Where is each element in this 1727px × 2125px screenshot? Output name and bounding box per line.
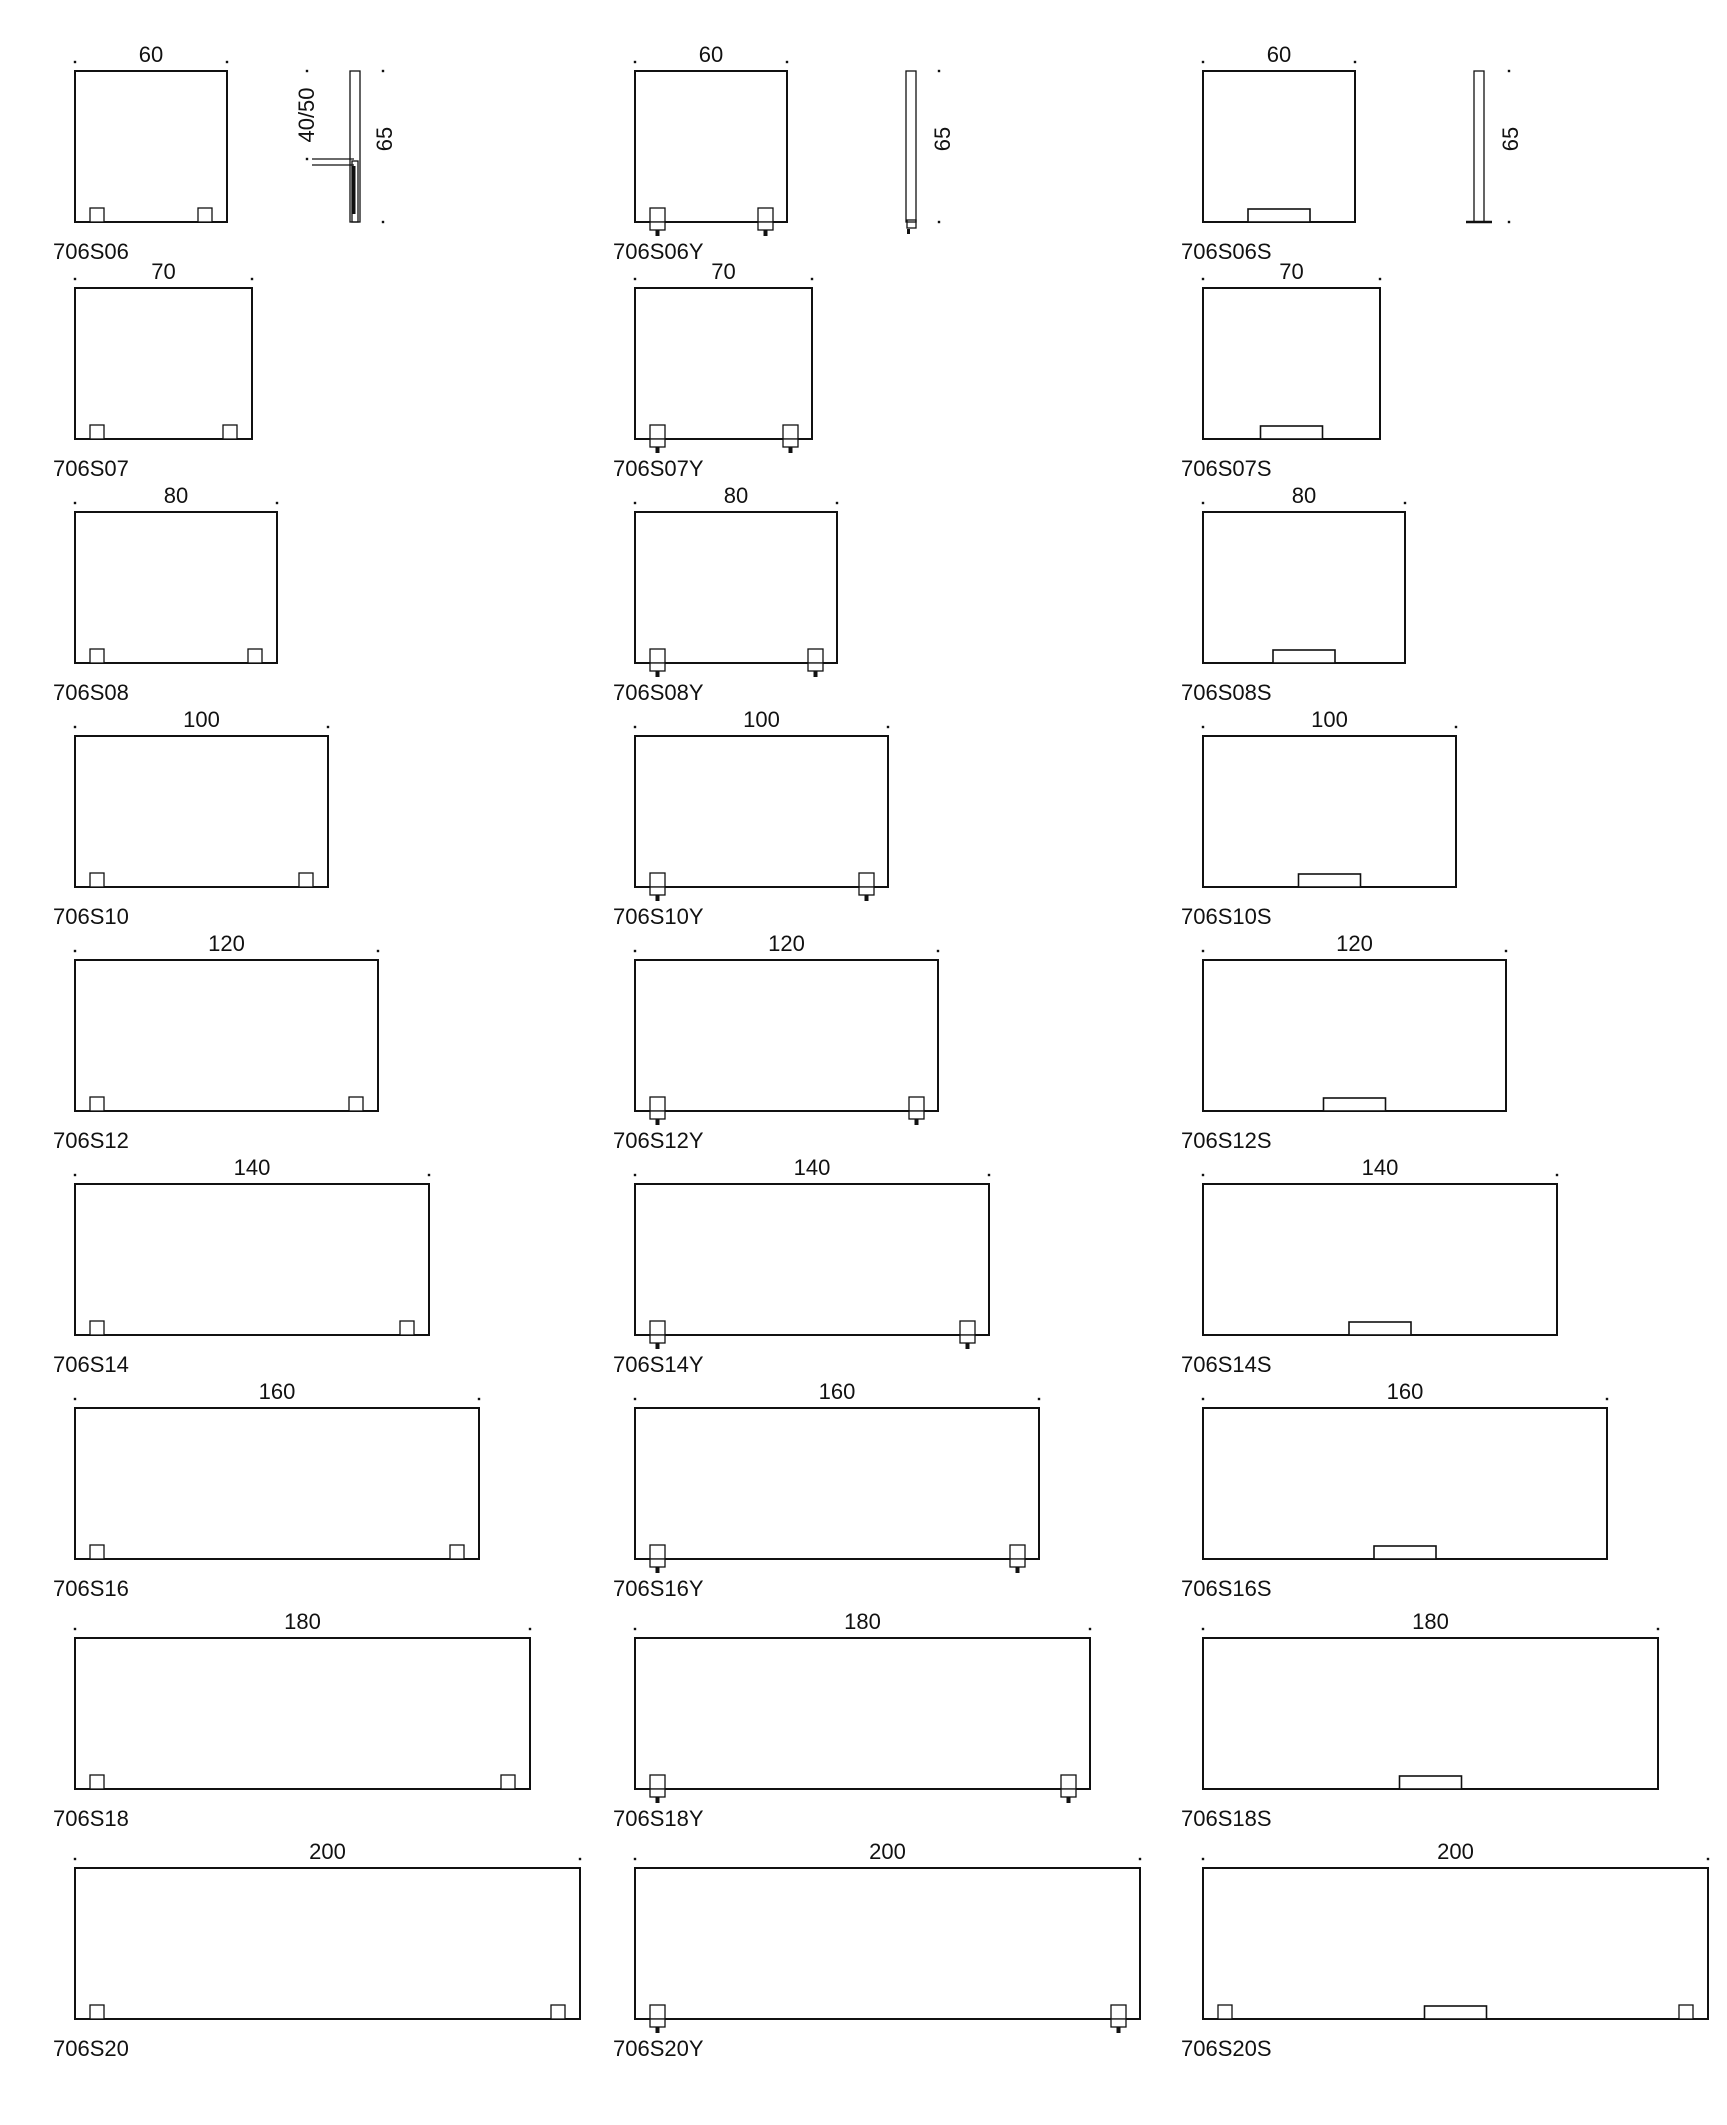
- panel-outline: [635, 1408, 1039, 1559]
- panel-base-70: [53, 259, 253, 481]
- product-code: 706S10Y: [613, 904, 704, 929]
- panel-base-120: [53, 931, 379, 1153]
- panel-y-140: [613, 1155, 990, 1377]
- row-width-60: [53, 42, 1356, 264]
- foot-left: [90, 425, 104, 439]
- width-tick-right: [786, 61, 788, 63]
- product-code: 706S14S: [1181, 1352, 1272, 1377]
- width-label: 180: [844, 1609, 881, 1634]
- width-tick-left: [1202, 726, 1204, 728]
- row-width-120: [53, 931, 1507, 1153]
- row-width-80: [53, 483, 1406, 705]
- width-tick-right: [1556, 1174, 1558, 1176]
- width-tick-right: [1707, 1858, 1709, 1860]
- center-support-bar: [1349, 1322, 1411, 1335]
- width-label: 180: [1412, 1609, 1449, 1634]
- panel-s-160: [1181, 1379, 1608, 1601]
- width-tick-left: [1202, 61, 1204, 63]
- panel-s-80: [1181, 483, 1406, 705]
- width-tick-right: [529, 1628, 531, 1630]
- width-tick-right: [251, 278, 253, 280]
- product-code: 706S18Y: [613, 1806, 704, 1831]
- clamp-right: [1061, 1775, 1076, 1803]
- width-label: 120: [208, 931, 245, 956]
- product-code: 706S16S: [1181, 1576, 1272, 1601]
- product-code: 706S07Y: [613, 456, 704, 481]
- width-tick-right: [1379, 278, 1381, 280]
- panel-outline: [1203, 288, 1380, 439]
- clamp-right: [960, 1321, 975, 1349]
- product-code: 706S20S: [1181, 2036, 1272, 2061]
- panel-outline: [635, 512, 837, 663]
- row-width-140: [53, 1155, 1558, 1377]
- foot-left: [90, 208, 104, 222]
- product-code: 706S18: [53, 1806, 129, 1831]
- panel-base-100: [53, 707, 329, 929]
- clamp-profile: [907, 220, 916, 228]
- foot-right: [223, 425, 237, 439]
- width-tick-left: [1202, 1628, 1204, 1630]
- panel-s-140: [1181, 1155, 1558, 1377]
- width-label: 160: [818, 1379, 856, 1404]
- product-code: 706S12: [53, 1128, 129, 1153]
- width-tick-right: [428, 1174, 430, 1176]
- center-support-bar: [1425, 2006, 1487, 2019]
- center-support-bar: [1400, 1776, 1462, 1789]
- panel-y-180: [613, 1609, 1091, 1831]
- width-tick-left: [74, 61, 76, 63]
- panel-y-160: [613, 1379, 1040, 1601]
- width-label: 200: [309, 1839, 346, 1864]
- row-width-160: [53, 1379, 1608, 1601]
- panel-base-160: [53, 1379, 480, 1601]
- panel-outline: [75, 960, 378, 1111]
- width-tick-right: [1089, 1628, 1091, 1630]
- panel-outline: [75, 71, 227, 222]
- product-code: 706S10S: [1181, 904, 1272, 929]
- panel-s-100: [1181, 707, 1457, 929]
- center-support-bar: [1324, 1098, 1386, 1111]
- clamp-screw: [907, 229, 910, 234]
- mount-tick-top: [306, 70, 308, 72]
- panel-y-100: [613, 707, 889, 929]
- width-tick-left: [74, 1174, 76, 1176]
- width-label: 80: [163, 483, 189, 508]
- width-tick-left: [1202, 1858, 1204, 1860]
- width-tick-left: [1202, 1398, 1204, 1400]
- panel-outline: [1203, 1408, 1607, 1559]
- panel-outline: [1203, 71, 1355, 222]
- width-label: 200: [869, 1839, 906, 1864]
- width-tick-right: [988, 1174, 990, 1176]
- panel-edge: [906, 71, 916, 222]
- clamp-left: [650, 1775, 665, 1803]
- panel-s-70: [1181, 259, 1381, 481]
- width-tick-left: [1202, 278, 1204, 280]
- row-width-100: [53, 707, 1457, 929]
- center-support-bar: [1374, 1546, 1436, 1559]
- foot-right: [349, 1097, 363, 1111]
- panel-height-label: 65: [372, 126, 397, 152]
- height-tick-bottom: [938, 221, 940, 223]
- foot-right: [198, 208, 212, 222]
- panel-s-180: [1181, 1609, 1659, 1831]
- clamp-left: [650, 873, 665, 901]
- clamp-left: [650, 1097, 665, 1125]
- clamp-left: [650, 1545, 665, 1573]
- product-code: 706S08Y: [613, 680, 704, 705]
- width-tick-right: [1038, 1398, 1040, 1400]
- panel-outline: [635, 1184, 989, 1335]
- width-tick-right: [836, 502, 838, 504]
- panel-outline: [75, 1638, 530, 1789]
- clamp-left: [650, 1321, 665, 1349]
- clamp-right: [1010, 1545, 1025, 1573]
- panel-y-80: [613, 483, 838, 705]
- panel-outline: [75, 512, 277, 663]
- product-code: 706S16: [53, 1576, 129, 1601]
- width-tick-right: [1139, 1858, 1141, 1860]
- side-view-base: [294, 70, 397, 223]
- product-code: 706S18S: [1181, 1806, 1272, 1831]
- row-width-70: [53, 259, 1381, 481]
- panel-outline: [75, 736, 328, 887]
- width-tick-right: [811, 278, 813, 280]
- product-code: 706S16Y: [613, 1576, 704, 1601]
- foot-right: [501, 1775, 515, 1789]
- clamp-left: [650, 425, 665, 453]
- width-label: 160: [258, 1379, 296, 1404]
- panel-outline: [75, 1408, 479, 1559]
- panel-outline: [1203, 1638, 1658, 1789]
- width-tick-left: [74, 1858, 76, 1860]
- width-label: 60: [1266, 42, 1292, 67]
- product-code: 706S08: [53, 680, 129, 705]
- foot-left: [90, 1775, 104, 1789]
- panel-y-200: [613, 1839, 1141, 2061]
- clamp-right: [909, 1097, 924, 1125]
- center-support-bar: [1299, 874, 1361, 887]
- width-tick-right: [937, 950, 939, 952]
- clamp-right: [783, 425, 798, 453]
- panel-outline: [1203, 736, 1456, 887]
- product-code: 706S06S: [1181, 239, 1272, 264]
- width-label: 100: [743, 707, 780, 732]
- foot-right: [299, 873, 313, 887]
- foot-left: [90, 1097, 104, 1111]
- row-width-200: [53, 1839, 1709, 2061]
- width-tick-left: [634, 726, 636, 728]
- width-tick-right: [887, 726, 889, 728]
- width-label: 160: [1386, 1379, 1424, 1404]
- foot-right: [551, 2005, 565, 2019]
- width-label: 140: [1361, 1155, 1399, 1180]
- product-code: 706S07S: [1181, 456, 1272, 481]
- width-label: 120: [1336, 931, 1373, 956]
- foot-left: [90, 649, 104, 663]
- mount-height-label: 40/50: [294, 87, 319, 143]
- panel-outline: [1203, 960, 1506, 1111]
- width-label: 60: [698, 42, 724, 67]
- width-tick-right: [276, 502, 278, 504]
- panel-outline: [1203, 512, 1405, 663]
- product-code: 706S12Y: [613, 1128, 704, 1153]
- panel-edge: [1474, 71, 1484, 222]
- mount-tick-bottom: [306, 158, 308, 160]
- panel-outline: [75, 288, 252, 439]
- foot-right: [248, 649, 262, 663]
- product-code: 706S10: [53, 904, 129, 929]
- clamp-right: [758, 208, 773, 236]
- foot-left: [90, 1321, 104, 1335]
- width-tick-left: [634, 1398, 636, 1400]
- width-label: 120: [768, 931, 805, 956]
- width-tick-left: [74, 726, 76, 728]
- product-code: 706S07: [53, 456, 129, 481]
- panel-base-200: [53, 1839, 581, 2061]
- panel-outline: [635, 288, 812, 439]
- width-label: 100: [183, 707, 220, 732]
- width-tick-right: [478, 1398, 480, 1400]
- center-support-bar: [1261, 426, 1323, 439]
- product-code: 706S06Y: [613, 239, 704, 264]
- panel-outline: [1203, 1184, 1557, 1335]
- width-tick-right: [226, 61, 228, 63]
- product-code: 706S12S: [1181, 1128, 1272, 1153]
- panel-outline: [635, 1868, 1140, 2019]
- foot-right: [450, 1545, 464, 1559]
- width-label: 180: [284, 1609, 321, 1634]
- product-code: 706S14Y: [613, 1352, 704, 1377]
- panel-outline: [75, 1184, 429, 1335]
- width-tick-left: [1202, 950, 1204, 952]
- height-tick-bottom: [382, 221, 384, 223]
- width-tick-left: [634, 278, 636, 280]
- panel-s-200: [1181, 1839, 1709, 2061]
- width-tick-left: [74, 278, 76, 280]
- clamp-left: [650, 649, 665, 677]
- panel-y-60: [613, 42, 788, 264]
- width-tick-left: [634, 502, 636, 504]
- center-support-bar: [1248, 209, 1310, 222]
- height-tick-bottom: [1508, 221, 1510, 223]
- foot-right: [1679, 2005, 1693, 2019]
- row-width-180: [53, 1609, 1659, 1831]
- product-code: 706S08S: [1181, 680, 1272, 705]
- foot-left: [1218, 2005, 1232, 2019]
- panel-height-label: 65: [930, 126, 955, 152]
- width-tick-right: [579, 1858, 581, 1860]
- width-tick-left: [74, 950, 76, 952]
- width-label: 70: [1279, 259, 1304, 284]
- width-tick-left: [634, 950, 636, 952]
- width-tick-left: [74, 502, 76, 504]
- width-tick-left: [634, 1628, 636, 1630]
- width-tick-right: [1455, 726, 1457, 728]
- product-code: 706S14: [53, 1352, 129, 1377]
- panel-height-label: 65: [1498, 126, 1523, 152]
- foot-left: [90, 1545, 104, 1559]
- panel-outline: [635, 736, 888, 887]
- panel-outline: [635, 1638, 1090, 1789]
- panel-y-70: [613, 259, 813, 481]
- foot-right: [400, 1321, 414, 1335]
- clamp-left: [650, 2005, 665, 2033]
- width-tick-right: [1354, 61, 1356, 63]
- clamp-right: [808, 649, 823, 677]
- width-label: 140: [793, 1155, 831, 1180]
- panel-base-80: [53, 483, 278, 705]
- side-view-y: [906, 70, 955, 234]
- width-tick-right: [1657, 1628, 1659, 1630]
- height-tick-top: [1508, 70, 1510, 72]
- panel-outline: [75, 1868, 580, 2019]
- panel-outline: [635, 71, 787, 222]
- width-tick-right: [327, 726, 329, 728]
- panel-s-120: [1181, 931, 1507, 1153]
- clamp-left: [650, 208, 665, 236]
- panel-y-120: [613, 931, 939, 1153]
- width-label: 140: [233, 1155, 271, 1180]
- foot-left: [90, 873, 104, 887]
- center-support-bar: [1273, 650, 1335, 663]
- width-tick-left: [1202, 502, 1204, 504]
- width-tick-right: [1606, 1398, 1608, 1400]
- panel-base-140: [53, 1155, 430, 1377]
- width-tick-left: [634, 61, 636, 63]
- width-tick-right: [1404, 502, 1406, 504]
- width-label: 70: [151, 259, 176, 284]
- width-tick-right: [377, 950, 379, 952]
- width-tick-left: [74, 1398, 76, 1400]
- width-tick-left: [1202, 1174, 1204, 1176]
- panel-outline: [635, 960, 938, 1111]
- product-code: 706S06: [53, 239, 129, 264]
- width-label: 60: [138, 42, 164, 67]
- clamp-right: [1111, 2005, 1126, 2033]
- height-tick-top: [382, 70, 384, 72]
- foot-left: [90, 2005, 104, 2019]
- width-label: 80: [1291, 483, 1317, 508]
- product-code: 706S20Y: [613, 2036, 704, 2061]
- width-tick-left: [634, 1858, 636, 1860]
- panel-outline: [1203, 1868, 1708, 2019]
- width-label: 70: [711, 259, 736, 284]
- panel-base-180: [53, 1609, 531, 1831]
- panel-base-60: [53, 42, 228, 264]
- width-label: 200: [1437, 1839, 1474, 1864]
- height-tick-top: [938, 70, 940, 72]
- width-tick-left: [74, 1628, 76, 1630]
- width-label: 100: [1311, 707, 1348, 732]
- panel-s-60: [1181, 42, 1356, 264]
- width-tick-left: [634, 1174, 636, 1176]
- width-tick-right: [1505, 950, 1507, 952]
- clamp-right: [859, 873, 874, 901]
- width-label: 80: [723, 483, 749, 508]
- side-view-s: [1466, 70, 1523, 223]
- product-code: 706S20: [53, 2036, 129, 2061]
